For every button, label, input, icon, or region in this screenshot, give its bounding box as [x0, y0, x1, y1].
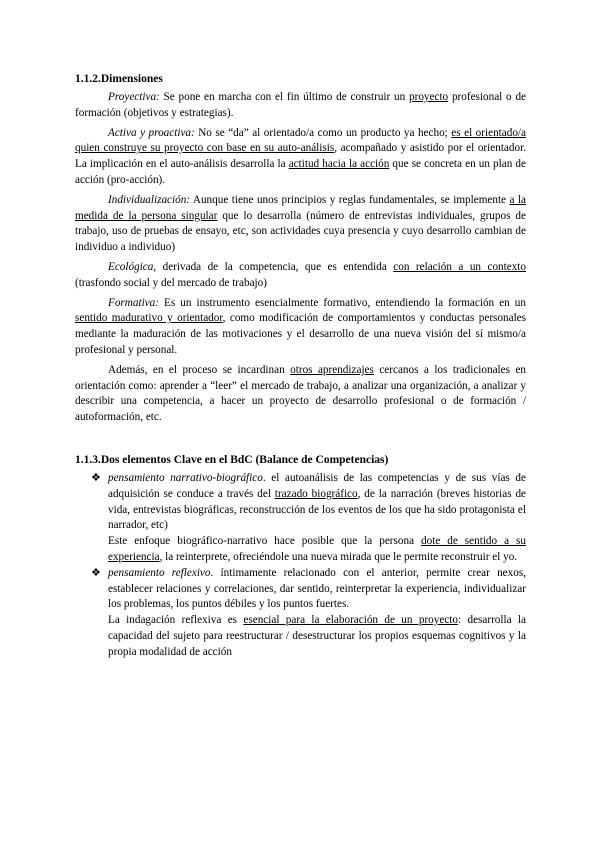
term-label: Activa y proactiva: [108, 126, 195, 139]
paragraph-activa-proactiva [75, 126, 526, 189]
underlined-text: esencial para la elaboración de un proyecto [243, 614, 458, 627]
text-run: No se “da” al orientado/a como un producto ya hecho; [194, 126, 452, 139]
item-continuation [108, 613, 526, 660]
text-run: que lo desarrolla (número de entrevistas individuales, grupos de trabajo, uso de pruebas de ensayo, etc, son actividades cuya presencia y cuyo desarrollo cambian de individuo a individuo) [75, 209, 526, 254]
term-label: pensamiento reflexivo [108, 566, 211, 579]
diamond-bullet-icon: ❖ [91, 566, 101, 579]
text-run: cercanos a los tradicionales en orientación como: aprender a “leer” el mercado de trabajo, a analizar una organización, a analizar y describir una competencia, a hacer un proyecto de desarrollo profesional o de formación / autoformación, etc. [75, 363, 526, 424]
key-elements-list [75, 471, 526, 661]
section-heading-elementos-clave: 1.1.3.Dos elementos Clave en el BdC (Balance de Competencias) [75, 453, 389, 466]
underlined-text: proyecto [409, 91, 449, 103]
underlined-text: dote de sentido a su experiencia [108, 535, 526, 563]
paragraph-individualizacion [75, 193, 526, 256]
text-run: Aunque tiene unos principios y reglas fundamentales, se implemente [190, 193, 510, 206]
paragraph-otros-aprendizajes [75, 363, 526, 426]
item-continuation [108, 534, 526, 566]
paragraph-formativa [75, 296, 526, 359]
section-heading-dimensiones: 1.1.2.Dimensiones [75, 73, 163, 85]
text-run: , derivada de la competencia, que es entendida [153, 260, 394, 273]
underlined-text: sentido madurativo y orientador [75, 312, 223, 325]
item-paragraph [108, 566, 526, 613]
text-run: , acompañado y asistido por el orientador. La implicación en el auto-análisis desarrolla la [75, 142, 526, 171]
list-item [75, 471, 526, 566]
underlined-text: actitud hacia la acción [288, 158, 390, 171]
underlined-text: con relación a un contexto [393, 260, 527, 273]
text-run: Además, en el proceso se incardinan [108, 363, 291, 376]
text-run: , de la narración (breves historias de vida, entrevistas biográficas, reconstrucción de los eventos de los que ha sido protagonista el narrador, etc) [108, 487, 527, 532]
text-run: Se pone en marcha con el fin último de construir un [159, 91, 410, 103]
text-run: Es un instrumento esencialmente formativo, entendiendo la formación en un [158, 296, 526, 309]
paragraph-ecologica [75, 260, 526, 292]
text-run: Este enfoque biográfico-narrativo hace posible que la persona [108, 535, 422, 548]
term-label: Formativa: [108, 296, 159, 309]
term-label: pensamiento narrativo-biográfico [108, 471, 263, 484]
text-run: . íntimamente relacionado con el anterior, permite crear nexos, establecer relaciones y correlaciones, dar sentido, reinterpretar la experiencia, individualizar los problemas, los puntos débiles y los puntos fuertes. [108, 566, 526, 611]
text-run: , como modificación de comportamientos y conductas personales mediante la maduración de las motivaciones y el desarrollo de una nueva visión del sí mismo/a profesional y personal. [75, 312, 526, 356]
underlined-text: a la medida de la persona singular [75, 193, 526, 222]
diamond-bullet-icon: ❖ [91, 471, 101, 484]
text-run: La indagación reflexiva es [108, 614, 244, 627]
item-paragraph [108, 471, 526, 534]
text-run: . el autoanálisis de las competencias y de sus vías de adquisición se conduce a través del [108, 471, 526, 500]
list-item [75, 566, 526, 661]
term-label: Individualización: [108, 193, 191, 206]
underlined-text: trazado biográfico [274, 487, 358, 500]
text-run: , la reinterprete, ofreciéndole una nueva mirada que le permite reconstruir el yo. [159, 550, 518, 563]
text-run: profesional o de formación (objetivos y estrategias). [75, 91, 526, 119]
underlined-text: otros aprendizajes [290, 363, 374, 376]
term-label: Ecológica [108, 260, 154, 273]
term-label: Proyectiva: [108, 91, 160, 103]
text-run: : desarrolla la capacidad del sujeto para reestructurar / desestructurar los propios esquemas cognitivos y la propia modalidad de acción [108, 614, 527, 658]
paragraph-proyectiva [75, 90, 526, 122]
underlined-text: es el orientado/a quien construye su proyecto con base en su auto-análisis [75, 126, 526, 155]
text-run: (trasfondo social y del mercado de trabajo) [75, 276, 267, 289]
text-run: que se concreta en un plan de acción (pro-acción). [75, 158, 526, 186]
document-page [75, 72, 526, 661]
